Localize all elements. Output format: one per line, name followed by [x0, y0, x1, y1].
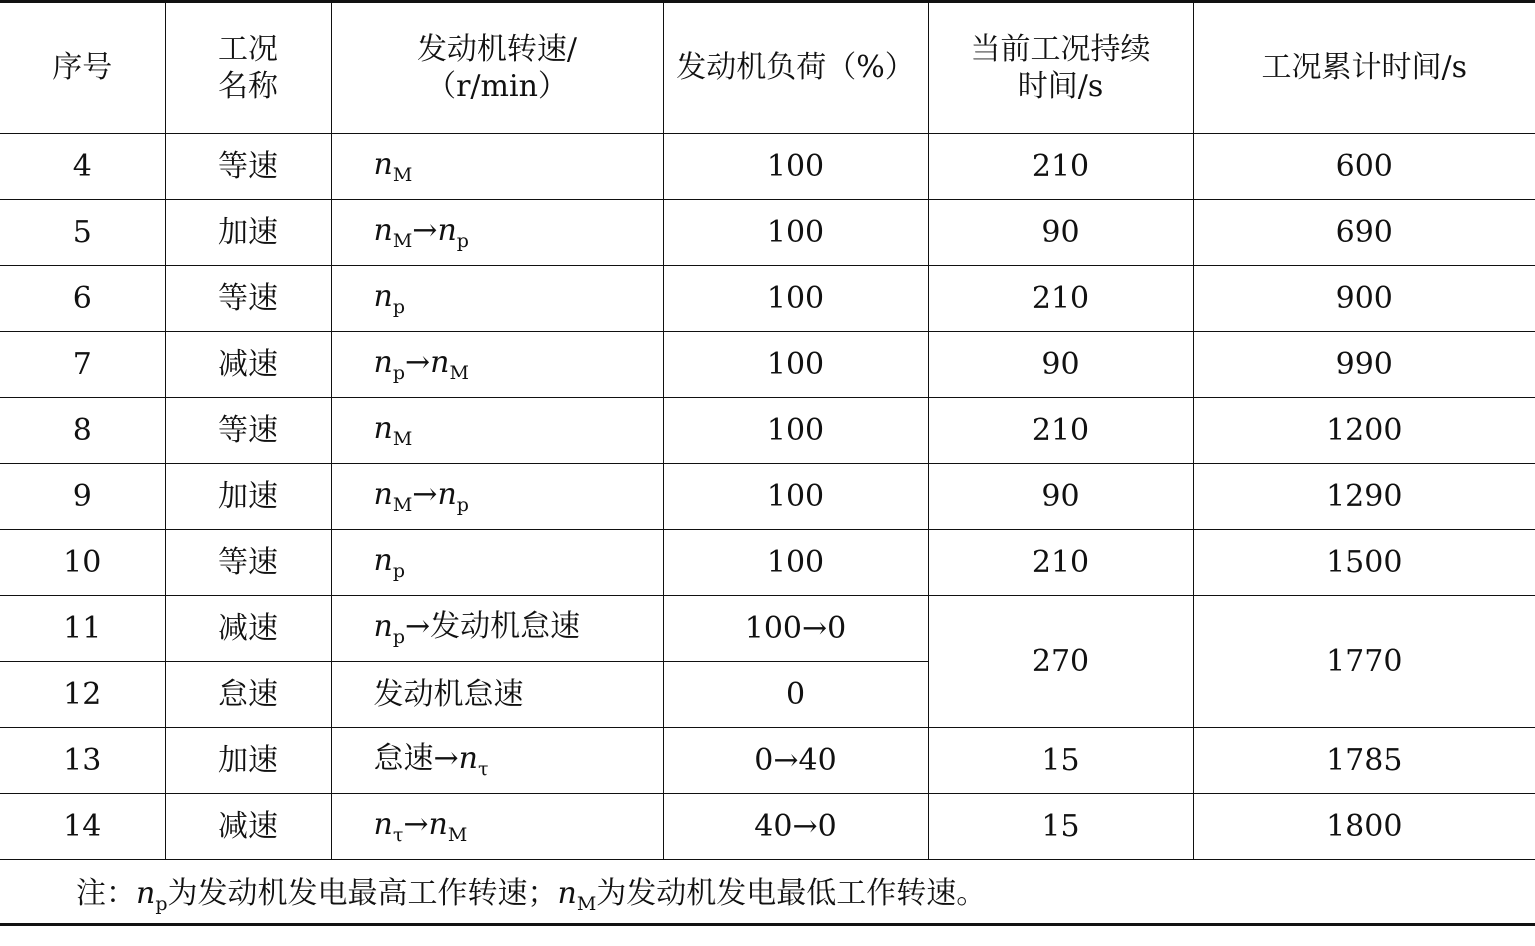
cell-cumulative: 990	[1193, 332, 1535, 398]
header-cell-load: 发动机负荷（%）	[663, 2, 928, 134]
header-cell-cumulative: 工况累计时间/s	[1193, 2, 1535, 134]
header-cell-speed: 发动机转速/ （r/min）	[331, 2, 663, 134]
cell-name: 加速	[165, 464, 331, 530]
header-cell-name: 工况 名称	[165, 2, 331, 134]
table-row	[0, 200, 1535, 266]
cell-cumulative: 1290	[1193, 464, 1535, 530]
cell-duration: 15	[928, 728, 1193, 794]
cell-no: 11	[0, 596, 165, 662]
table-row	[0, 596, 1535, 662]
cell-cumulative: 690	[1193, 200, 1535, 266]
cell-name: 怠速	[165, 662, 331, 728]
cell-speed: $n_M\to n_p$	[331, 200, 663, 266]
cell-load: 100→0	[663, 596, 928, 662]
cell-no: 7	[0, 332, 165, 398]
table-row	[0, 464, 1535, 530]
cell-no: 9	[0, 464, 165, 530]
cell-duration: 210	[928, 530, 1193, 596]
cell-duration: 210	[928, 398, 1193, 464]
cell-load: 100	[663, 332, 928, 398]
cell-load: 100	[663, 530, 928, 596]
cell-cumulative: 900	[1193, 266, 1535, 332]
cell-cumulative: 1500	[1193, 530, 1535, 596]
cell-speed: $n_M\to n_p$	[331, 464, 663, 530]
cell-duration-merged: 270	[928, 596, 1193, 728]
cell-duration: 90	[928, 200, 1193, 266]
cell-speed: $n_\tau\to n_M$	[331, 794, 663, 860]
cell-load: 100	[663, 134, 928, 200]
cell-name: 等速	[165, 530, 331, 596]
cell-no: 14	[0, 794, 165, 860]
cell-duration: 210	[928, 134, 1193, 200]
cell-cumulative: 1785	[1193, 728, 1535, 794]
cell-name: 减速	[165, 332, 331, 398]
cell-duration: 210	[928, 266, 1193, 332]
cell-no: 13	[0, 728, 165, 794]
cell-speed: $n_p\to$发动机怠速	[331, 596, 663, 662]
table-row	[0, 530, 1535, 596]
table-footnote: 注：$n_p$为发动机发电最高工作转速；$n_M$为发动机发电最低工作转速。	[0, 862, 1535, 926]
header-cell-duration: 当前工况持续 时间/s	[928, 2, 1193, 134]
cell-speed: 发动机怠速	[331, 662, 663, 728]
header-cell-no: 序号	[0, 2, 165, 134]
cell-cumulative: 1200	[1193, 398, 1535, 464]
cell-cumulative: 1800	[1193, 794, 1535, 860]
cell-load: 100	[663, 200, 928, 266]
table-header-row	[0, 2, 1535, 134]
cell-no: 5	[0, 200, 165, 266]
cell-speed: 怠速$\to n_\tau$	[331, 728, 663, 794]
cell-name: 加速	[165, 728, 331, 794]
table-row	[0, 728, 1535, 794]
table-row	[0, 134, 1535, 200]
cell-cumulative-merged: 1770	[1193, 596, 1535, 728]
cell-load: 100	[663, 398, 928, 464]
cell-cumulative: 600	[1193, 134, 1535, 200]
cell-load: 0	[663, 662, 928, 728]
cell-name: 加速	[165, 200, 331, 266]
cell-load: 100	[663, 266, 928, 332]
cell-name: 等速	[165, 134, 331, 200]
table-row	[0, 398, 1535, 464]
table-row	[0, 266, 1535, 332]
table-row	[0, 332, 1535, 398]
cell-speed: $n_p$	[331, 530, 663, 596]
cell-no: 10	[0, 530, 165, 596]
cell-speed: $n_p$	[331, 266, 663, 332]
cell-no: 6	[0, 266, 165, 332]
cell-no: 4	[0, 134, 165, 200]
cell-name: 减速	[165, 794, 331, 860]
cell-load: 100	[663, 464, 928, 530]
cell-speed: $n_M$	[331, 134, 663, 200]
cell-name: 等速	[165, 266, 331, 332]
table-row	[0, 794, 1535, 860]
cell-duration: 90	[928, 332, 1193, 398]
cell-duration: 90	[928, 464, 1193, 530]
cell-load: 0→40	[663, 728, 928, 794]
cell-no: 12	[0, 662, 165, 728]
cell-no: 8	[0, 398, 165, 464]
cell-speed: $n_p\to n_M$	[331, 332, 663, 398]
cell-name: 减速	[165, 596, 331, 662]
cell-duration: 15	[928, 794, 1193, 860]
cell-name: 等速	[165, 398, 331, 464]
cell-speed: $n_M$	[331, 398, 663, 464]
cell-load: 40→0	[663, 794, 928, 860]
